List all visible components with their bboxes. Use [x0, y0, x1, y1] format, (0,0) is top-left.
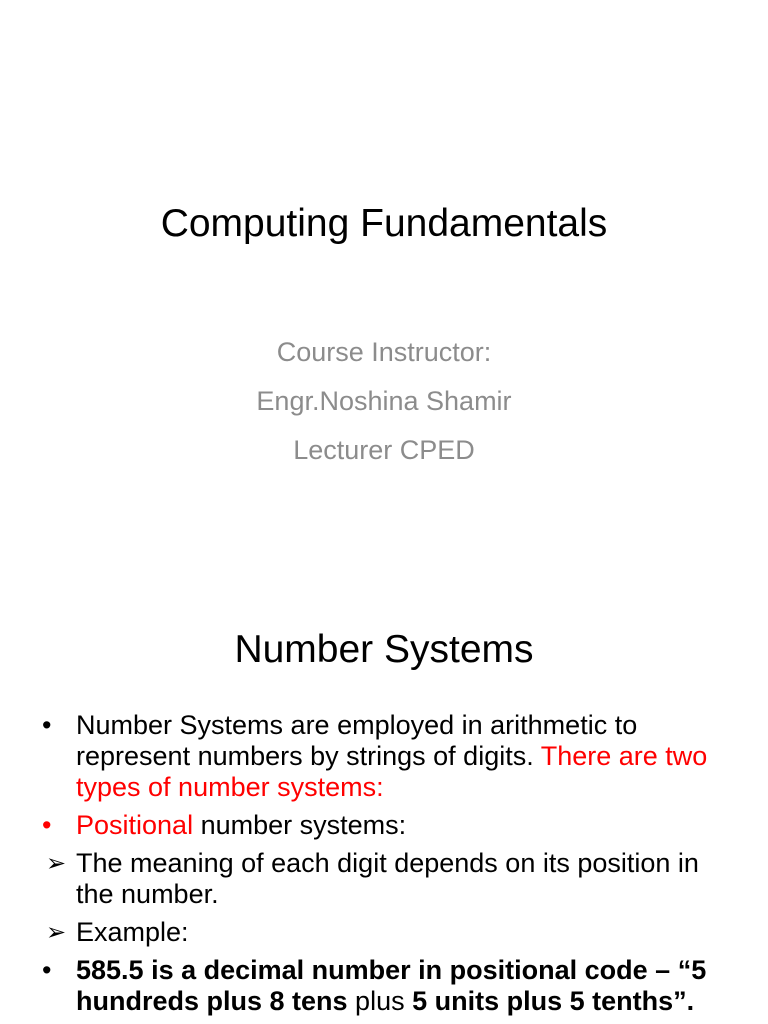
bullet-item: [36, 710, 736, 803]
bullet-list: [36, 710, 736, 1024]
arrow-bullet-icon: ➢: [46, 850, 67, 877]
bold-text: 585.5 is a decimal number in positional code – “5 hundreds plus 8 tens: [76, 955, 707, 1016]
sub-bullet-item: [36, 917, 736, 948]
bullet-item: [36, 810, 736, 841]
bullet-text: number systems:: [193, 810, 407, 840]
slide-title: Computing Fundamentals: [160, 202, 608, 245]
bullet-text: The meaning of each digit depends on its position in the number.: [76, 848, 699, 909]
highlight-text: Positional: [76, 810, 194, 840]
bullet-icon: •: [42, 710, 52, 740]
instructor-position: Lecturer CPED: [293, 435, 475, 465]
sub-bullet-item: [36, 848, 736, 910]
instructor-name: Engr.Noshina Shamir: [256, 386, 512, 416]
number-systems-slide: [0, 576, 768, 1024]
highlight-text: There are two types of number systems:: [76, 741, 708, 802]
bullet-text: plus: [347, 986, 413, 1016]
bullet-text: Example:: [76, 917, 189, 947]
bullet-icon: •: [42, 810, 52, 840]
bullet-item: [36, 955, 736, 1017]
bullet-icon: •: [42, 955, 52, 985]
course-instructor-label: Course Instructor:: [276, 337, 492, 367]
slide-title: Number Systems: [234, 628, 534, 671]
bullet-text: Number Systems are employed in arithmetic to represent numbers by strings of digits.: [76, 710, 638, 771]
arrow-bullet-icon: ➢: [46, 919, 67, 946]
bold-text: 5 units plus 5 tenths”.: [412, 986, 695, 1016]
